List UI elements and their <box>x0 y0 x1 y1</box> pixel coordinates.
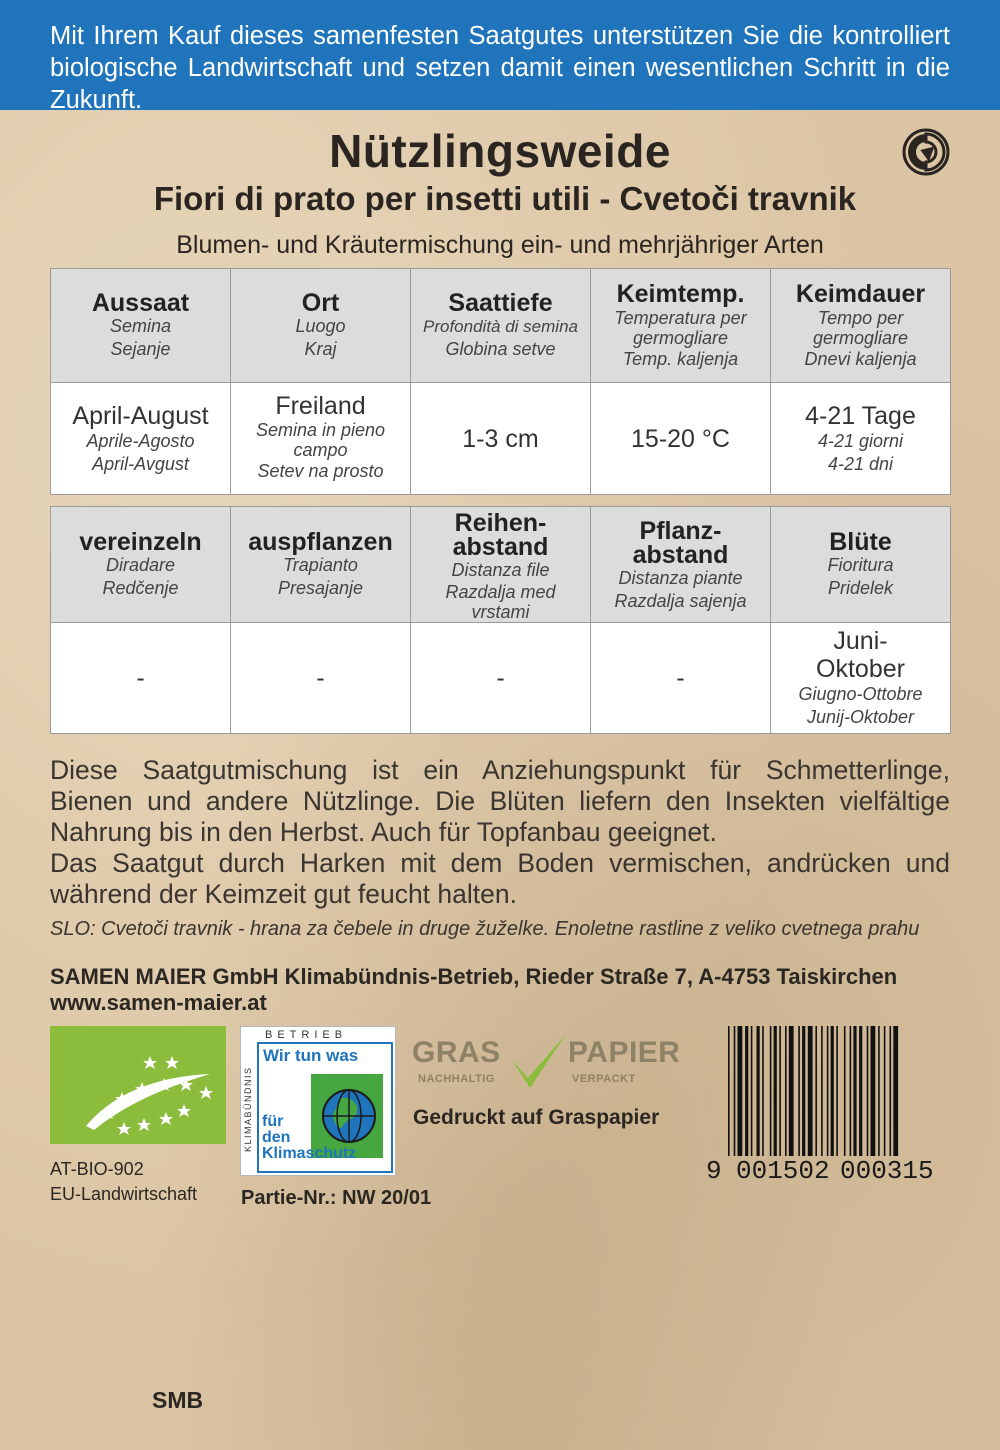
klima-side-label: KLIMABÜNDNIS <box>243 1066 253 1152</box>
company-address: SAMEN MAIER GmbH Klimabündnis-Betrieb, Rieder Straße 7, A-4753 Taiskirchen <box>50 964 898 989</box>
value-cell-auspflanzen: - <box>231 623 411 734</box>
eu-leaf-stars-icon <box>50 1026 226 1144</box>
barcode-bar <box>779 1026 781 1156</box>
product-description: Blumen- und Kräutermischung ein- und mehrjähriger Arten <box>176 231 824 259</box>
barcode-bar <box>884 1026 886 1156</box>
barcode-bar <box>789 1026 794 1156</box>
barcode-lines-icon <box>726 1026 952 1176</box>
company-website: www.samen-maier.at <box>50 990 267 1015</box>
barcode-digits-left: 001502 <box>736 1156 830 1186</box>
barcode-bar <box>802 1026 805 1156</box>
batch-number: Partie-Nr.: NW 20/01 <box>241 1187 432 1209</box>
barcode-bar <box>893 1026 898 1156</box>
company-info <box>50 964 950 1016</box>
value-cell-saattiefe: 1-3 cm <box>411 383 591 495</box>
barcode-bar <box>728 1026 730 1156</box>
value-cell-reihenabstand: - <box>411 623 591 734</box>
klima-betrieb-label: BETRIEB <box>265 1029 348 1041</box>
barcode-bar <box>853 1026 856 1156</box>
header-cell-pflanzabstand: Pflanz- abstand Distanza piante Razdalja sajenja <box>591 507 771 623</box>
product-description-text <box>50 755 950 910</box>
description-line: während der Keimzeit gut feucht halten. <box>50 879 517 909</box>
table-value-row <box>51 383 951 495</box>
barcode-bar <box>751 1026 753 1156</box>
eu-organic-logo <box>50 1026 226 1144</box>
control-body-code: AT-BIO-902 <box>50 1159 144 1179</box>
table-header-row <box>51 507 951 623</box>
barcode-bar <box>827 1026 829 1156</box>
barcode-bar <box>738 1026 743 1156</box>
gras-word: GRAS <box>412 1036 501 1069</box>
header-cell-ort: Ort Luogo Kraj <box>231 269 411 383</box>
graspapier-logo <box>412 1030 682 1090</box>
klimabuendnis-logo <box>240 1026 396 1176</box>
barcode-bar <box>844 1026 846 1156</box>
value-cell-keimtemp: 15-20 °C <box>591 383 771 495</box>
product-subtitle: Fiori di prato per insetti utili - Cvetoči travnik <box>153 180 857 217</box>
papier-word: PAPIER <box>568 1036 681 1069</box>
value-cell-vereinzeln: - <box>51 623 231 734</box>
product-title: Nützlingsweide <box>329 125 671 177</box>
header-cell-bluete: Blüte Fioritura Pridelek <box>771 507 951 623</box>
barcode-bar <box>745 1026 748 1156</box>
barcode-bar <box>831 1026 834 1156</box>
barcode-bar <box>798 1026 800 1156</box>
header-cell-saattiefe: Saattiefe Profondità di semina Globina setve <box>411 269 591 383</box>
footer-code: SMB <box>152 1387 204 1413</box>
header-cell-aussaat: Aussaat Semina Sejanje <box>51 269 231 383</box>
klima-slogan-2: für den Klimaschutz <box>262 1113 357 1162</box>
green-dot-recycle-icon <box>902 128 950 176</box>
header-cell-reihenabstand: Reihen- abstand Distanza file Razdalja med vrstami <box>411 507 591 623</box>
description-line: Nahrung bis in den Herbst. Auch für Topfanbau geeignet. <box>50 817 717 847</box>
klima-slogan: Wir tun was <box>263 1046 359 1065</box>
table-header-row <box>51 269 951 383</box>
value-cell-keimdauer: 4-21 Tage 4-21 giorni 4-21 dni <box>771 383 951 495</box>
care-table <box>50 506 951 734</box>
barcode-bar <box>734 1026 736 1156</box>
header-cell-keimdauer: Keimdauer Tempo per germogliare Dnevi kaljenja <box>771 269 951 383</box>
barcode-bar <box>785 1026 787 1156</box>
description-line: Das Saatgut durch Harken mit dem Boden vermischen, andrücken und <box>50 848 950 878</box>
eu-organic-code <box>50 1157 197 1207</box>
agriculture-origin: EU-Landwirtschaft <box>50 1184 198 1204</box>
table-value-row <box>51 623 951 734</box>
description-line: Bienen und andere Nützlinge. Die Blüten liefern den Insekten vielfältige <box>50 786 950 816</box>
banner-line-1: Mit Ihrem Kauf dieses samenfesten Saatgutes unterstützen Sie die kontrolliert <box>50 22 950 50</box>
barcode-bar <box>890 1026 892 1156</box>
checkmark-icon <box>508 1030 570 1090</box>
barcode-bar <box>871 1026 876 1156</box>
header-cell-vereinzeln: vereinzeln Diradare Redčenje <box>51 507 231 623</box>
header-cell-auspflanzen: auspflanzen Trapianto Presajanje <box>231 507 411 623</box>
barcode-bar <box>808 1026 813 1156</box>
slovenian-note: SLO: Cvetoči travnik - hrana za čebele in druge žuželke. Enoletne rastline z veliko cvetnega prahu <box>50 918 920 940</box>
barcode-bar <box>878 1026 880 1156</box>
barcode-bar <box>770 1026 772 1156</box>
barcode-digit-first: 9 <box>706 1156 722 1186</box>
ean-barcode <box>706 1026 952 1186</box>
klima-inner-frame <box>257 1042 393 1173</box>
barcode-bar <box>762 1026 764 1156</box>
value-cell-pflanzabstand: - <box>591 623 771 734</box>
banner-line-2: biologische Landwirtschaft und setzen damit einen wesentlichen Schritt in die Zukunft. <box>50 54 950 114</box>
papier-subtext: VERPACKT <box>572 1073 636 1085</box>
description-line: Diese Saatgutmischung ist ein Anziehungspunkt für Schmetterlinge, <box>50 755 950 785</box>
barcode-bar <box>850 1026 852 1156</box>
barcode-bar <box>859 1026 862 1156</box>
value-cell-aussaat: April-August Aprile-Agosto April-Avgust <box>51 383 231 495</box>
value-cell-bluete: Juni- Oktober Giugno-Ottobre Junij-Oktober <box>771 623 951 734</box>
barcode-digits-right: 000315 <box>840 1156 934 1186</box>
value-cell-ort: Freiland Semina in pieno campo Setev na prosto <box>231 383 411 495</box>
barcode-bars <box>726 1026 952 1156</box>
barcode-bar <box>821 1026 823 1156</box>
barcode-bar <box>867 1026 869 1156</box>
gras-subtext: NACHHALTIG <box>418 1073 495 1085</box>
header-cell-keimtemp: Keimtemp. Temperatura per germogliare Temp. kaljenja <box>591 269 771 383</box>
printed-on-grass-paper: Gedruckt auf Graspapier <box>413 1106 660 1129</box>
barcode-bar <box>836 1026 838 1156</box>
sowing-table <box>50 268 951 495</box>
barcode-bar <box>757 1026 760 1156</box>
barcode-bar <box>774 1026 777 1156</box>
barcode-bar <box>815 1026 817 1156</box>
info-banner <box>0 0 1000 114</box>
